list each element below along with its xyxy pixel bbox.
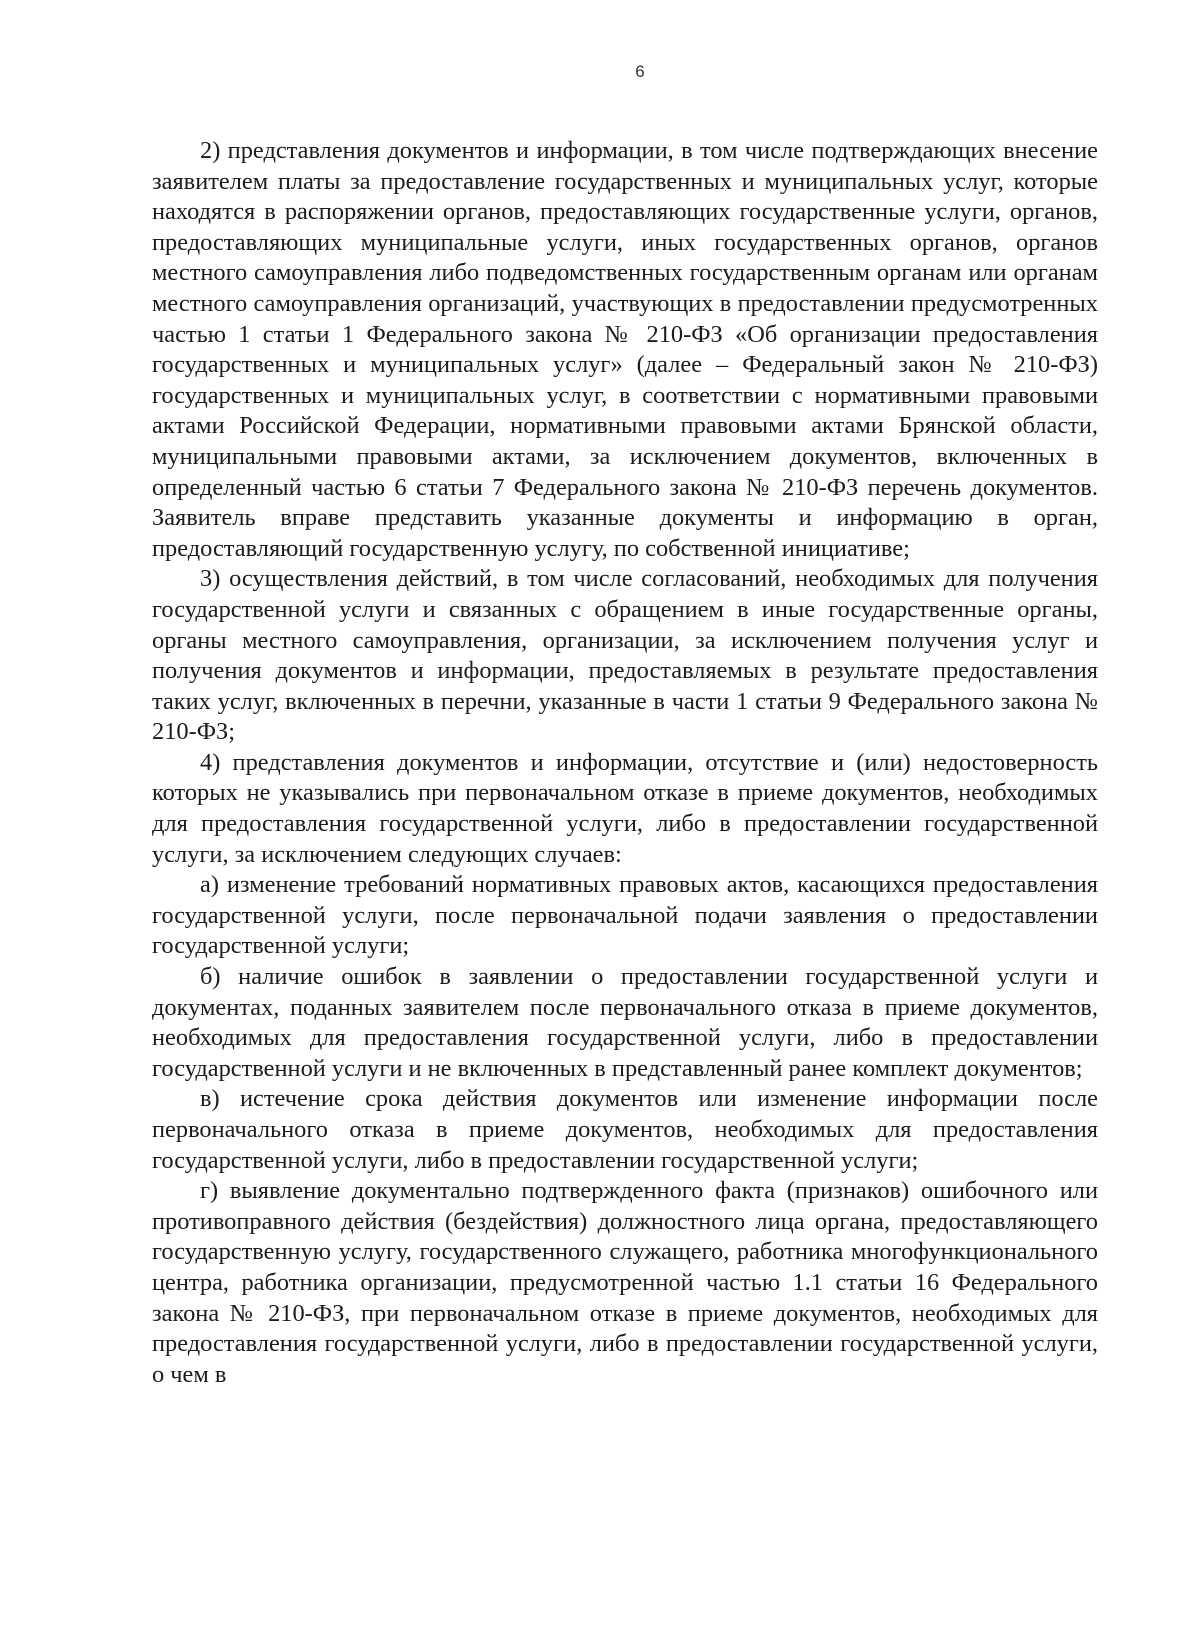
- page-number: 6: [635, 62, 645, 81]
- subparagraph-v: в) истечение срока действия документов или изменение информации после первоначального отказа в приеме документов, необходимых для предоставления государственной услуги, либо в предоставлении государственной услуги;: [152, 1085, 1098, 1174]
- subparagraph-g: г) выявление документально подтвержденного факта (признаков) ошибочного или противоправного действия (бездействия) должностного лица органа, предоставляющего государственную услугу, государственного служащего, работника многофункционального центра, работника организации, предусмотренной частью 1.1 статьи 16 Федерального закона № 210-ФЗ, при первоначальном отказе в приеме документов, необходимых для предоставления государственной услуги, либо в предоставлении государственной услуги, о чем в: [152, 1177, 1098, 1388]
- subparagraph-a: а) изменение требований нормативных правовых актов, касающихся предоставления государственной услуги, после первоначальной подачи заявления о предоставлении государственной услуги;: [152, 871, 1098, 960]
- paragraph-item-2: 2) представления документов и информации, в том числе подтверждающих внесение заявителем платы за предоставление государственных и муниципальных услуг, которые находятся в распоряжении органов, предоставляющих государственные услуги, органов, предоставляющих муниципальные услуги, иных государственных органов, органов местного самоуправления либо подведомственных государственным органам или органам местного самоуправления организаций, участвующих в предоставлении предусмотренных частью 1 статьи 1 Федерального закона № 210-ФЗ «Об организации предоставления государственных и муниципальных услуг» (далее – Федеральный закон № 210-ФЗ) государственных и муниципальных услуг, в соответствии с нормативными правовыми актами Российской Федерации, нормативными правовыми актами Брянской области, муниципальными правовыми актами, за исключением документов, включенных в определенный частью 6 статьи 7 Федерального закона № 210-ФЗ перечень документов. Заявитель вправе представить указанные документы и информацию в орган, предоставляющий государственную услугу, по собственной инициативе;: [152, 137, 1098, 562]
- paragraph-item-3: 3) осуществления действий, в том числе согласований, необходимых для получения государственной услуги и связанных с обращением в иные государственные органы, органы местного самоуправления, организации, за исключением получения услуг и получения документов и информации, предоставляемых в результате предоставления таких услуг, включенных в перечни, указанные в части 1 статьи 9 Федерального закона № 210-ФЗ;: [152, 565, 1098, 746]
- paragraph-item-4: 4) представления документов и информации, отсутствие и (или) недостоверность которых не указывались при первоначальном отказе в приеме документов, необходимых для предоставления государственной услуги, либо в предоставлении государственной услуги, за исключением следующих случаев:: [152, 748, 1098, 868]
- document-body: [152, 136, 1098, 1390]
- subparagraph-b: б) наличие ошибок в заявлении о предоставлении государственной услуги и документах, поданных заявителем после первоначального отказа в приеме документов, необходимых для предоставления государственной услуги, либо в предоставлении государственной услуги и не включенных в представленный ранее комплект документов;: [152, 963, 1098, 1082]
